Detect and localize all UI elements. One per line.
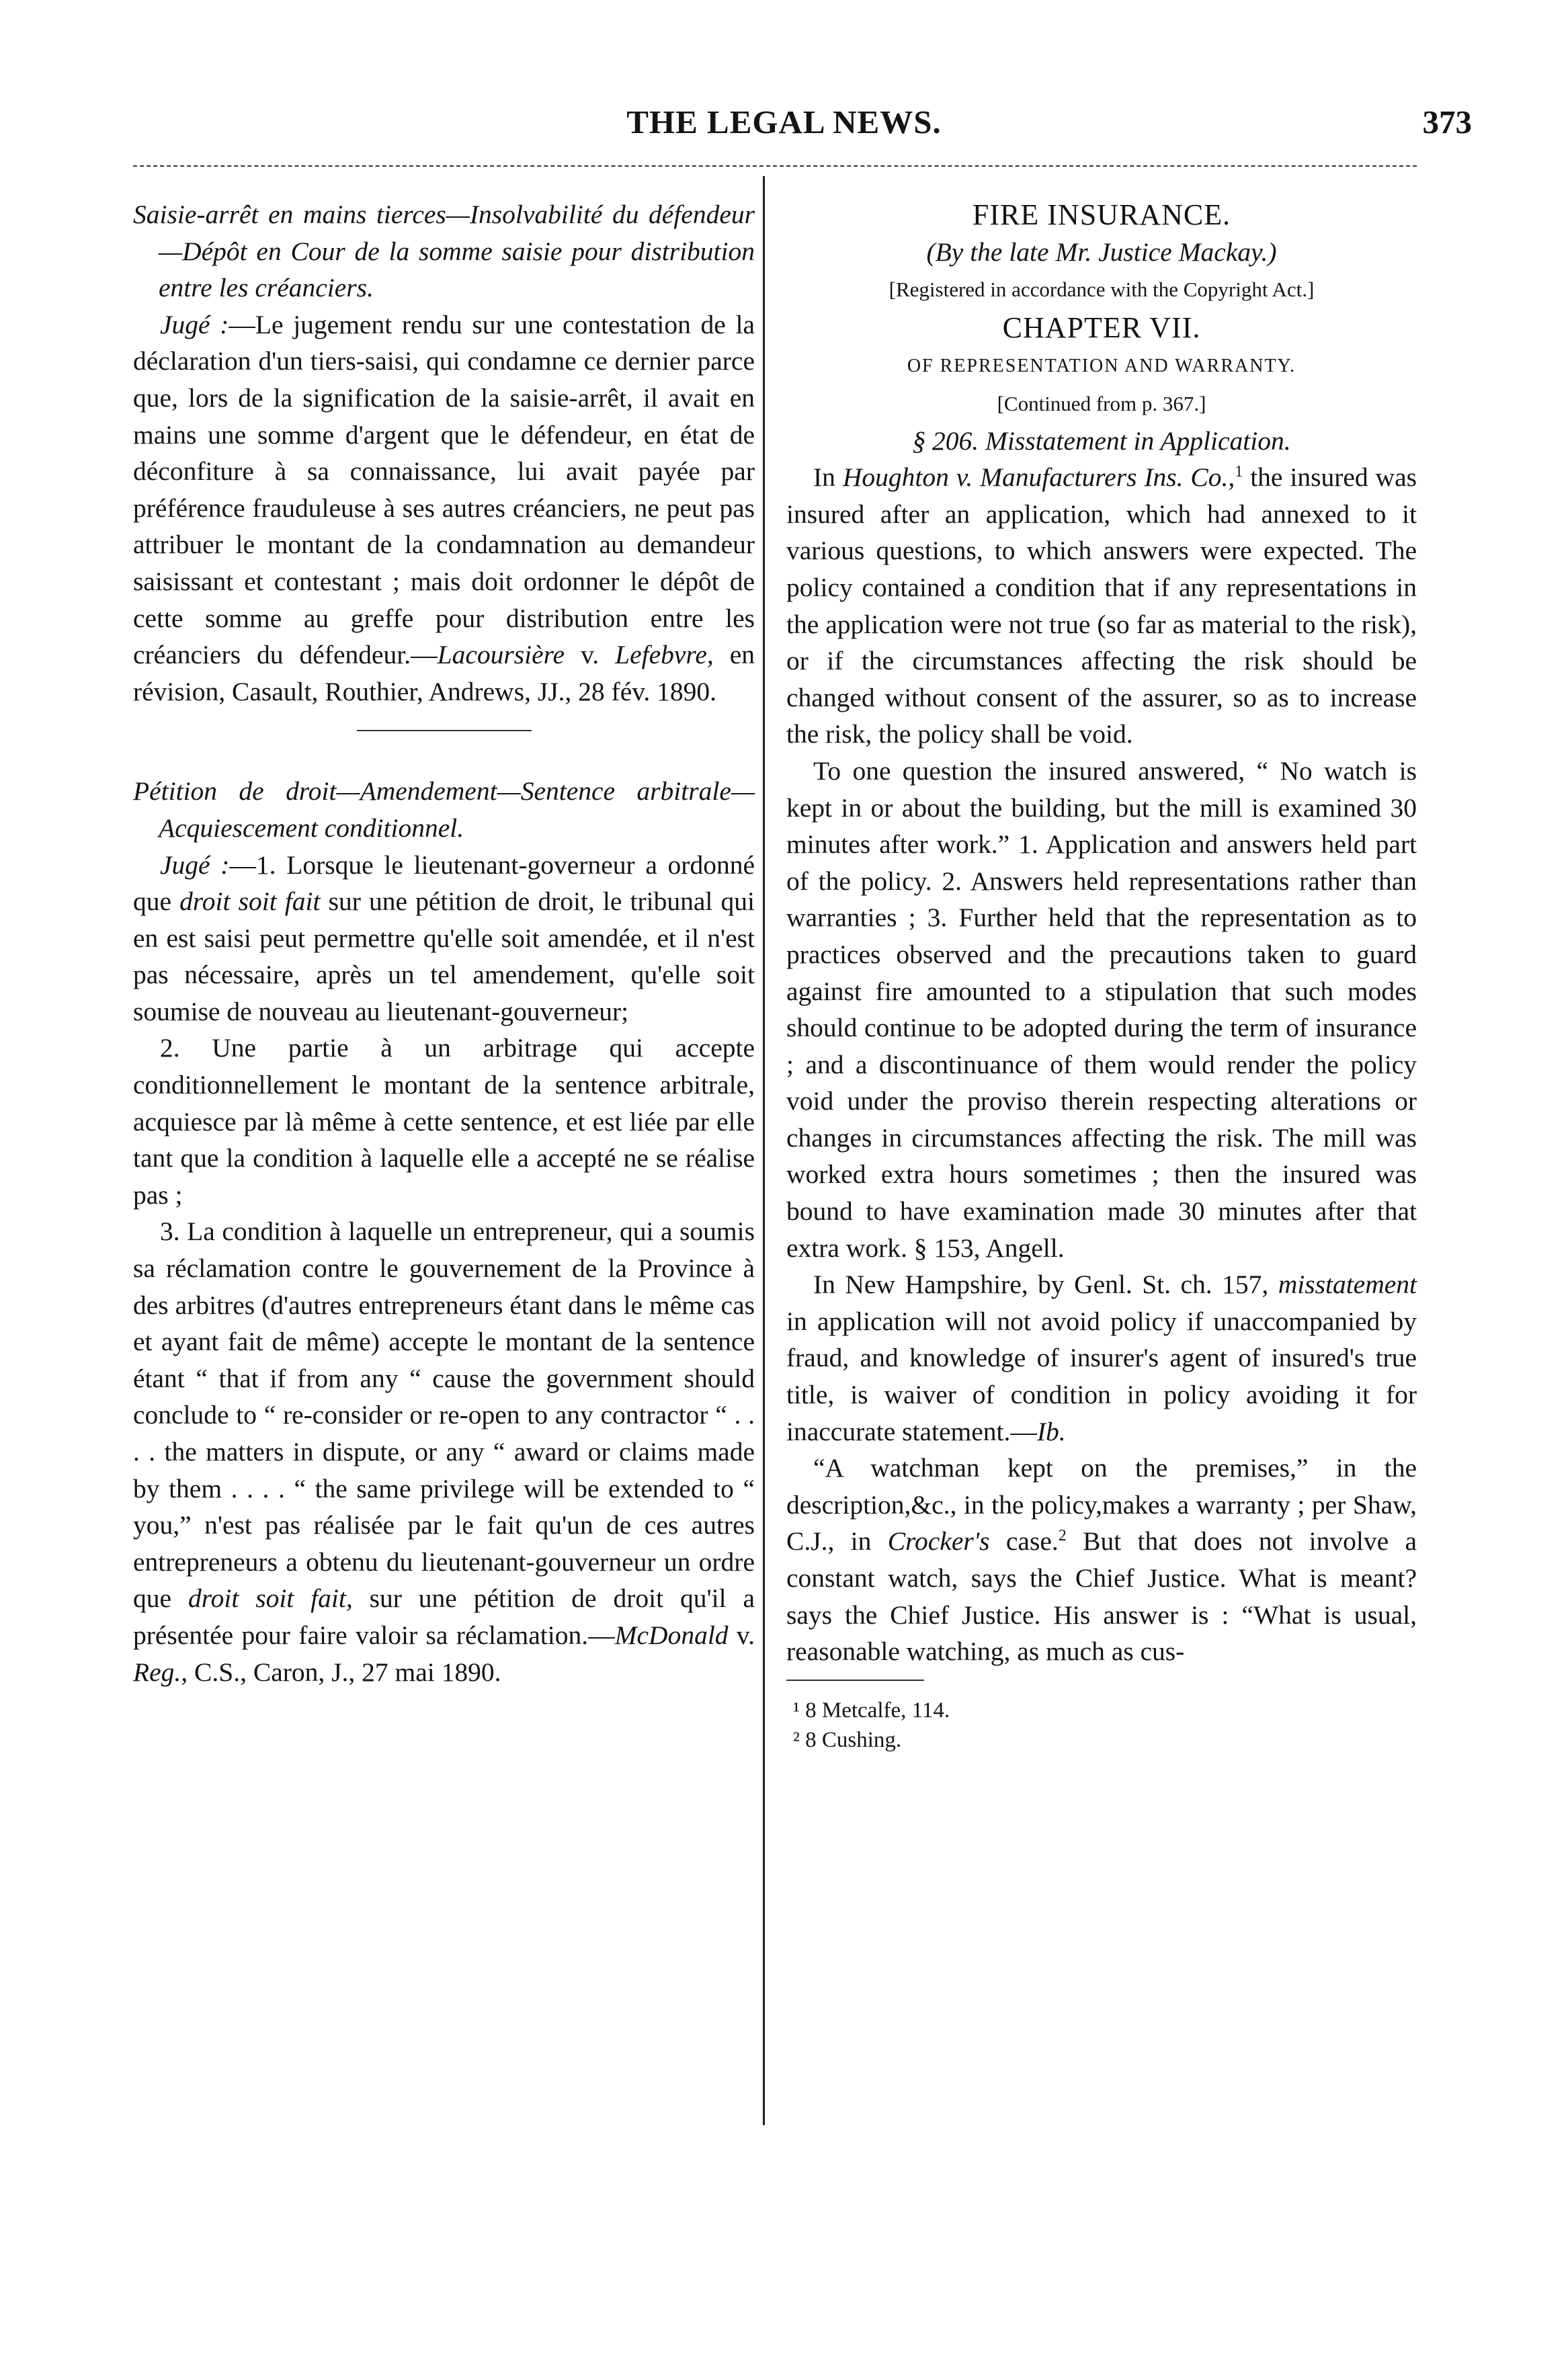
case-separator	[357, 730, 532, 731]
case-petition-de-droit	[133, 773, 755, 1690]
continued-note: [Continued from p. 367.]	[997, 391, 1206, 415]
case-paragraph-2: 2. Une partie à un arbitrage qui accepte conditionnellement le montant de la sentence arbitrale, acquiesce par là même à cette sentence, et est liée par elle tant que la condition à laquelle elle a accepté ne se réalise pas ;	[133, 1033, 755, 1210]
right-column	[786, 196, 1417, 1755]
case-heading: Saisie-arrêt en mains tierces—Insolvabilité du défendeur—Dépôt en Cour de la somme saisie pour distribution entre les créanciers.	[133, 200, 755, 303]
header-rule	[133, 165, 1417, 167]
running-header-title: THE LEGAL NEWS.	[626, 104, 942, 140]
case-saisie-arret	[133, 196, 755, 710]
juge-label: Jugé :	[160, 850, 230, 880]
case-paragraph-1: Jugé :—1. Lorsque le lieutenant-governeur a ordonné que droit soit fait sur une pétition de droit, le tribunal qui en est saisi peut permettre qu'elle soit amendée, et il n'est pas nécessaire, après un tel amendement, qu'elle soit soumise de nouveau au lieutenant-gouverneur;	[133, 850, 755, 1026]
column-divider	[763, 176, 765, 2125]
case-heading: Pétition de droit—Amendement—Sentence arbitrale—Acquiescement conditionnel.	[133, 776, 755, 843]
chapter-subtitle: OF REPRESENTATION AND WARRANTY.	[907, 355, 1296, 376]
footnote-2: ² 8 Cushing.	[793, 1727, 902, 1752]
article-paragraph-2: To one question the insured answered, “ No watch is kept in or about the building, but the mill is examined 30 minutes after work.” 1. Application and answers held part of the policy. 2. Answers held representations rather than warranties ; 3. Further held that the representation as to practices observed and the precautions taken to guard against fire amounted to a stipulation that such modes should continue to be adopted during the term of insurance ; and a discontinuance of them would render the policy void under the proviso therein respecting alterations or changes in circumstances affecting the risk. The mill was worked extra hours sometimes ; then the insured was bound to have examination made 30 minutes after that extra work. § 153, Angell.	[786, 755, 1417, 1263]
article-paragraph-3: In New Hampshire, by Genl. St. ch. 157, misstatement in application will not avoid policy if unaccompanied by fraud, and knowledge of insurer's agent of insured's true title, is waiver of condition in policy avoiding it for inaccurate statement.—Ib.	[786, 1270, 1417, 1446]
juge-label: Jugé :	[160, 309, 229, 339]
copyright-note: [Registered in accordance with the Copyright Act.]	[889, 277, 1315, 301]
article-paragraph-1: In Houghton v. Manufacturers Ins. Co.,$^1$ the insured was insured after an application, which had annexed to it various questions, to which answers were expected. The policy contained a condition that if any representations in the application were not true (so far as material to the risk), or if the circumstances affecting the risk should be changed without consent of the assurer, so as to increase the risk, the policy shall be void.	[786, 462, 1417, 749]
footnote-rule	[786, 1680, 924, 1681]
article-paragraph-4: “A watchman kept on the premises,” in the description,&c., in the policy,makes a warranty ; per Shaw, C.J., in Crocker's case.$^2$ But that does not involve a constant watch, says the Chief Justice. What is meant? says the Chief Justice. His answer is : “What is usual, reasonable watching, as much as cus-	[786, 1453, 1417, 1667]
footnotes	[786, 1696, 1417, 1755]
case-paragraph-3: 3. La condition à laquelle un entrepreneur, qui a soumis sa réclamation contre le gouvernement de la Province à des arbitres (d'autres entrepreneurs étant dans le même cas et ayant fait de même) accepte le montant de la sentence étant “ that if from any “ cause the government should conclude to “ re-consider or re-open to any contractor “ . . . . the matters in dispute, or any “ award or claims made by them . . . . “ the same privilege will be extended to “ you,” n'est pas réalisée par le fait qu'un de ces autres entrepreneurs a obtenu du lieutenant-gouverneur un ordre que droit soit fait, sur une pétition de droit qu'il a présentée pour faire valoir sa réclamation.—McDonald v. Reg., C.S., Caron, J., 27 mai 1890.	[133, 1216, 755, 1687]
article-title: FIRE INSURANCE.	[972, 198, 1231, 231]
chapter-heading: CHAPTER VII.	[1002, 311, 1201, 344]
footnote-1: ¹ 8 Metcalfe, 114.	[793, 1698, 950, 1723]
case-summary: Jugé :—Le jugement rendu sur une contestation de la déclaration d'un tiers-saisi, qui condamne ce dernier parce que, lors de la signification de la saisie-arrêt, il avait en mains une somme d'argent que le défendeur, en état de déconfiture à sa connaissance, lui avait payée par préférence frauduleuse à ses autres créanciers, ne peut pas attribuer le montant de la condamnation au demandeur saisissant et contestant ; mais doit ordonner le dépôt de cette somme au greffe pour distribution entre les créanciers du défendeur.—Lacoursière v. Lefebvre, en révision, Casault, Routhier, Andrews, JJ., 28 fév. 1890.	[133, 309, 755, 706]
article-byline: (By the late Mr. Justice Mackay.)	[926, 237, 1277, 267]
left-column	[133, 196, 755, 1690]
page-number: 373	[1422, 104, 1472, 140]
section-heading: § 206. Misstatement in Application.	[912, 425, 1291, 456]
